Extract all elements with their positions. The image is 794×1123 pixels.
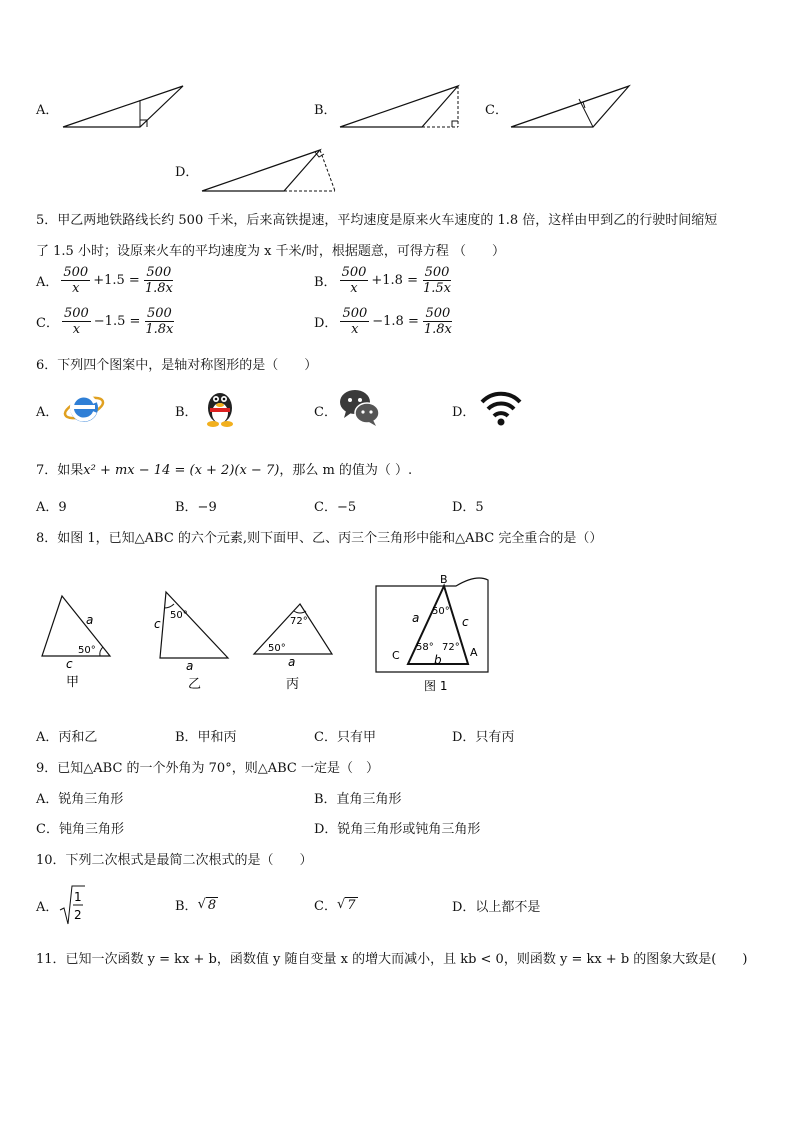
operator: +1.5 = [93,273,140,288]
q7-stem-suffix: ，那么 m 的值为（ ）. [279,463,413,478]
yi-angle: 50° [170,610,188,621]
q5-option-c-label: C． [36,316,59,331]
q4-option-a-label: A． [36,103,59,118]
fraction-denominator: x [351,322,359,337]
radicand: 7 [347,897,356,913]
ie-icon [62,386,106,426]
fraction-numerator: 500 [63,265,89,280]
q6-option-b-label: B． [175,405,198,420]
q9-stem: 9．已知△ABC 的一个外角为 70°，则△ABC 一定是（ ） [36,761,379,776]
jia-side-a: a [86,613,94,627]
q5-option-c [36,306,175,337]
q7-option-a: A．9 [36,500,67,515]
fraction-denominator: x [350,281,358,296]
q7-stem-prefix: 7．如果 [36,463,84,478]
q7-option-d: D．5 [452,500,484,515]
q7-option-b: B．−9 [175,500,217,515]
q4-option-a-figure [58,82,188,132]
q10-option-c [314,895,358,914]
q10-option-b-label: B． [175,899,198,914]
q8-option-d: D．只有丙 [452,730,515,745]
q9-option-d: D．锐角三角形或钝角三角形 [314,822,481,837]
fig1-side-c: c [462,615,469,629]
fraction-numerator: 500 [146,265,172,280]
yi-side-c: c [154,617,161,631]
q10-option-b [175,895,218,914]
q9-option-b: B．直角三角形 [314,792,402,807]
fig1-side-b: b [434,653,442,667]
q10-option-a-label: A． [36,899,59,915]
q10-stem: 10．下列二次根式是最简二次根式的是（ ） [36,853,313,868]
fraction-numerator: 500 [146,306,172,321]
q5-option-b [314,265,453,296]
q7-option-c: C．−5 [314,500,357,515]
fraction-denominator: 1.5x [422,281,451,296]
operator: −1.8 = [372,314,419,329]
fraction-numerator: 500 [341,265,367,280]
fraction-numerator: 500 [63,306,89,321]
fig1-vertex-c: C [392,649,400,662]
radical-sign: √ [197,897,206,912]
fraction-numerator: 500 [425,306,451,321]
q5-stem-line2: 了 1.5 小时；设原来火车的平均速度为 x 千米/时，根据题意，可得方程 （ ） [36,244,506,259]
fig1-vertex-b: B [440,573,448,586]
q10-option-d: D．以上都不是 [452,900,541,915]
radical-sign: √ [336,897,346,912]
q11-stem: 11．已知一次函数 y = kx + b，函数值 y 随自变量 x 的增大而减小，且 kb < 0，则函数 y = kx + b 的图象大致是( ) [36,952,748,967]
q4-option-c-label: C． [485,103,508,118]
q9-option-a: A．锐角三角形 [36,792,124,807]
yi-side-a: a [186,659,194,673]
q8-option-b: B．甲和丙 [175,730,237,745]
wifi-icon [478,386,524,428]
q6-option-d-label: D． [452,405,476,420]
sqrt-numerator: 1 [74,890,83,904]
operator: −1.5 = [93,314,141,329]
q8-triangle-yi [150,586,236,690]
q5-option-d-label: D． [314,316,338,331]
fig1-angle-b: 50° [432,606,450,617]
bing-angle-left: 50° [268,643,286,654]
q6-option-c-label: C． [314,405,337,420]
bing-name: 丙 [286,677,300,690]
yi-name: 乙 [188,677,202,690]
q8-triangle-jia [36,590,116,690]
q7-equation: x² + mx − 14 = (x + 2)(x − 7) [83,463,280,478]
fraction-denominator: 1.8x [144,281,173,296]
q8-option-c: C．只有甲 [314,730,376,745]
fraction-denominator: 1.8x [423,322,452,337]
q5-option-b-label: B． [314,275,337,290]
q8-option-a: A．丙和乙 [36,730,98,745]
fig1-side-a: a [412,611,420,625]
fig1-vertex-a: A [470,646,478,659]
q9-option-c: C．钝角三角形 [36,822,124,837]
q5-option-a [36,265,175,296]
fig1-angle-c: 58° [416,642,434,653]
q5-option-d [314,306,454,337]
jia-name: 甲 [66,675,80,690]
q7-stem [36,459,412,478]
fraction-denominator: x [72,281,80,296]
q8-triangle-bing [250,600,340,690]
q4-option-d-figure [198,144,343,196]
q5-option-a-label: A． [36,275,59,290]
bing-side-a: a [288,655,296,669]
sqrt-denominator: 2 [74,908,83,922]
q10-option-a [36,884,86,926]
radicand: 8 [207,897,217,913]
q4-option-d-label: D． [175,165,199,180]
q8-figure-1 [372,568,492,698]
jia-side-c: c [66,657,73,671]
bing-angle-top: 72° [290,616,308,627]
wechat-icon [338,386,382,428]
operator: +1.8 = [371,273,418,288]
q6-stem: 6．下列四个图案中，是轴对称图形的是（ ） [36,358,318,373]
q4-option-b-label: B． [314,103,337,118]
fraction-denominator: 1.8x [145,322,174,337]
sqrt-fraction [58,884,86,926]
q5-stem-line1: 5．甲乙两地铁路线长约 500 千米，后来高铁提速，平均速度是原来火车速度的 1.8 倍，这样由甲到乙的行驶时间缩短 [36,213,718,228]
fig1-angle-a: 72° [442,642,460,653]
q4-option-c-figure [507,82,637,132]
q4-option-b-figure [336,82,466,132]
fraction-denominator: x [72,322,81,337]
jia-angle: 50° [78,645,96,656]
q6-option-a-label: A． [36,405,59,420]
fraction-numerator: 500 [424,265,450,280]
fraction-numerator: 500 [342,306,368,321]
q10-option-c-label: C． [314,899,337,914]
fig1-caption: 图 1 [424,679,448,693]
q8-stem: 8．如图 1，已知△ABC 的六个元素,则下面甲、乙、丙三个三角形中能和△ABC 完全重合的是（） [36,531,603,546]
qq-penguin-icon [202,386,238,428]
